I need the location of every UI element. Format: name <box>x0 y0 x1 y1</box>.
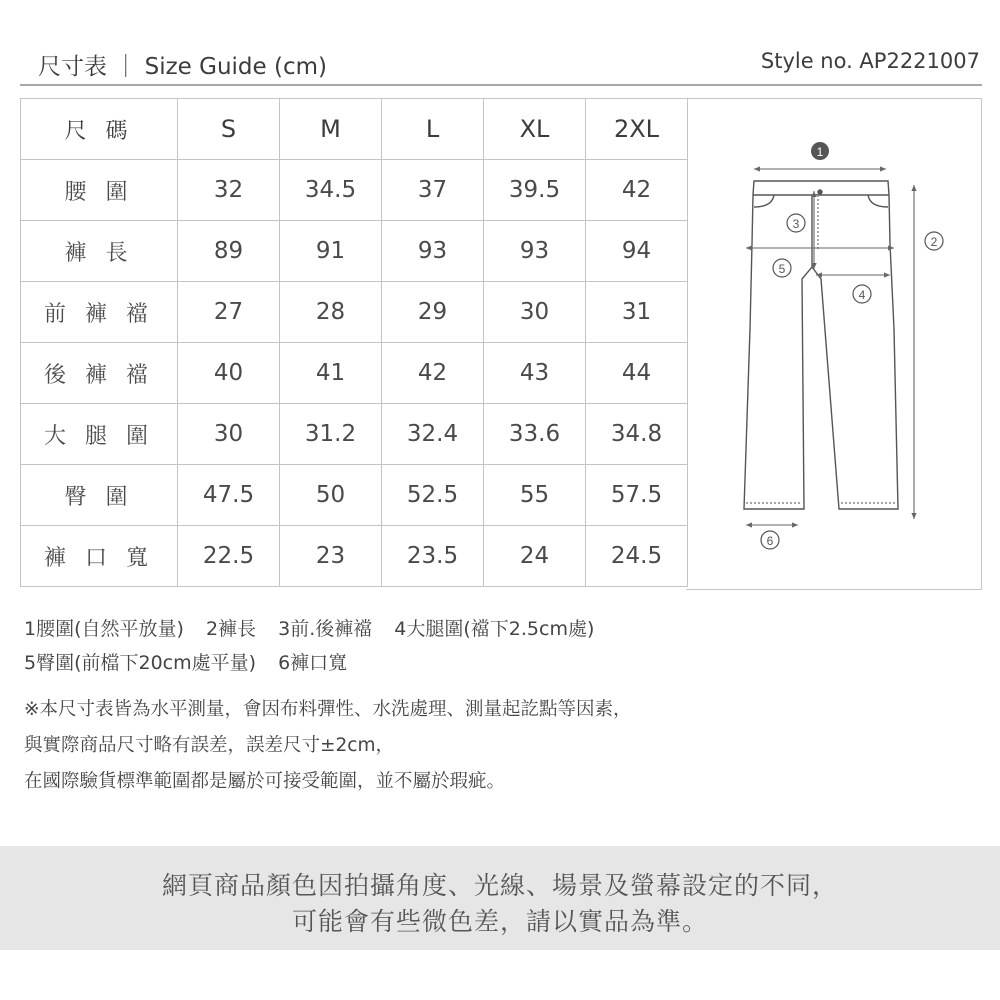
marker-1-label: 1 <box>816 145 824 159</box>
size-header: L <box>382 99 484 160</box>
legend-item: 5臀圍(前檔下20cm處平量) <box>24 652 257 674</box>
marker-5-label: 5 <box>778 262 786 276</box>
table-cell: 24 <box>484 526 586 587</box>
table-cell: 31 <box>586 282 688 343</box>
marker-4 <box>853 285 871 303</box>
table-cell: 91 <box>280 221 382 282</box>
table-cell: 34.5 <box>280 160 382 221</box>
measurement-arrows <box>746 169 914 525</box>
table-cell: 39.5 <box>484 160 586 221</box>
color-notice-line: 可能會有些微色差，請以實品為準。 <box>291 907 708 936</box>
row-label: 大 腿 圍 <box>21 404 178 465</box>
table-cell: 41 <box>280 343 382 404</box>
disclaimer-line: 與實際商品尺寸略有誤差，誤差尺寸±2cm， <box>24 735 394 756</box>
table-cell: 32 <box>178 160 280 221</box>
table-cell: 47.5 <box>178 465 280 526</box>
table-cell: 23 <box>280 526 382 587</box>
disclaimer-line: ※本尺寸表皆為水平測量，會因布料彈性、水洗處理、測量起訖點等因素， <box>24 699 632 720</box>
row-label: 前 褲 襠 <box>21 282 178 343</box>
table-cell: 24.5 <box>586 526 688 587</box>
marker-3-label: 3 <box>792 217 800 231</box>
marker-2 <box>925 232 943 250</box>
size-table <box>20 98 688 587</box>
disclaimer-line: 在國際驗貨標準範圍都是屬於可接受範圍，並不屬於瑕疵。 <box>24 771 506 792</box>
marker-4-label: 4 <box>858 288 866 302</box>
table-cell: 31.2 <box>280 404 382 465</box>
table-cell: 52.5 <box>382 465 484 526</box>
style-number: Style no. AP2221007 <box>760 49 980 73</box>
measurement-disclaimer <box>24 692 632 800</box>
row-label: 褲 口 寬 <box>21 526 178 587</box>
table-cell: 40 <box>178 343 280 404</box>
corner-header: 尺 碼 <box>21 99 178 160</box>
table-cell: 93 <box>484 221 586 282</box>
size-header: 2XL <box>586 99 688 160</box>
row-label: 腰 圍 <box>21 160 178 221</box>
size-header: M <box>280 99 382 160</box>
pants-outline-icon <box>744 181 898 509</box>
table-row <box>21 526 688 587</box>
table-cell: 89 <box>178 221 280 282</box>
header-bar <box>20 44 982 86</box>
color-notice-banner <box>0 846 1000 950</box>
marker-3 <box>787 214 805 232</box>
measurement-legend <box>24 612 610 680</box>
table-row <box>21 221 688 282</box>
table-row <box>21 160 688 221</box>
table-row <box>21 343 688 404</box>
marker-2-label: 2 <box>930 235 938 249</box>
size-header: S <box>178 99 280 160</box>
table-row <box>21 282 688 343</box>
marker-6-label: 6 <box>766 534 774 548</box>
table-cell: 34.8 <box>586 404 688 465</box>
pants-diagram-panel <box>686 98 982 590</box>
table-cell: 57.5 <box>586 465 688 526</box>
table-cell: 42 <box>586 160 688 221</box>
row-label: 臀 圍 <box>21 465 178 526</box>
table-row <box>21 465 688 526</box>
table-cell: 29 <box>382 282 484 343</box>
table-cell: 27 <box>178 282 280 343</box>
color-notice-line: 網頁商品顏色因拍攝角度、光線、場景及螢幕設定的不同， <box>161 871 838 900</box>
table-cell: 55 <box>484 465 586 526</box>
legend-item: 3前.後褲襠 <box>278 618 373 640</box>
marker-1 <box>811 142 829 160</box>
table-cell: 37 <box>382 160 484 221</box>
marker-6 <box>761 531 779 549</box>
legend-item: 2褲長 <box>205 618 257 640</box>
table-cell: 33.6 <box>484 404 586 465</box>
table-cell: 32.4 <box>382 404 484 465</box>
table-cell: 30 <box>178 404 280 465</box>
legend-item: 1腰圍(自然平放量) <box>24 618 184 640</box>
row-label: 褲 長 <box>21 221 178 282</box>
table-cell: 22.5 <box>178 526 280 587</box>
size-header: XL <box>484 99 586 160</box>
table-cell: 43 <box>484 343 586 404</box>
table-cell: 94 <box>586 221 688 282</box>
pants-measurement-diagram <box>686 99 982 591</box>
row-label: 後 褲 襠 <box>21 343 178 404</box>
table-cell: 23.5 <box>382 526 484 587</box>
table-cell: 28 <box>280 282 382 343</box>
table-row <box>21 404 688 465</box>
size-guide-title: 尺寸表 ｜ Size Guide (cm) <box>38 54 327 80</box>
table-cell: 50 <box>280 465 382 526</box>
legend-item: 6褲口寬 <box>278 652 348 674</box>
table-cell: 93 <box>382 221 484 282</box>
legend-line <box>24 612 610 646</box>
legend-item: 4大腿圍(襠下2.5cm處) <box>394 618 595 640</box>
table-cell: 44 <box>586 343 688 404</box>
marker-5 <box>773 259 791 277</box>
legend-line <box>24 646 610 680</box>
table-header-row <box>21 99 688 160</box>
table-cell: 42 <box>382 343 484 404</box>
table-cell: 30 <box>484 282 586 343</box>
